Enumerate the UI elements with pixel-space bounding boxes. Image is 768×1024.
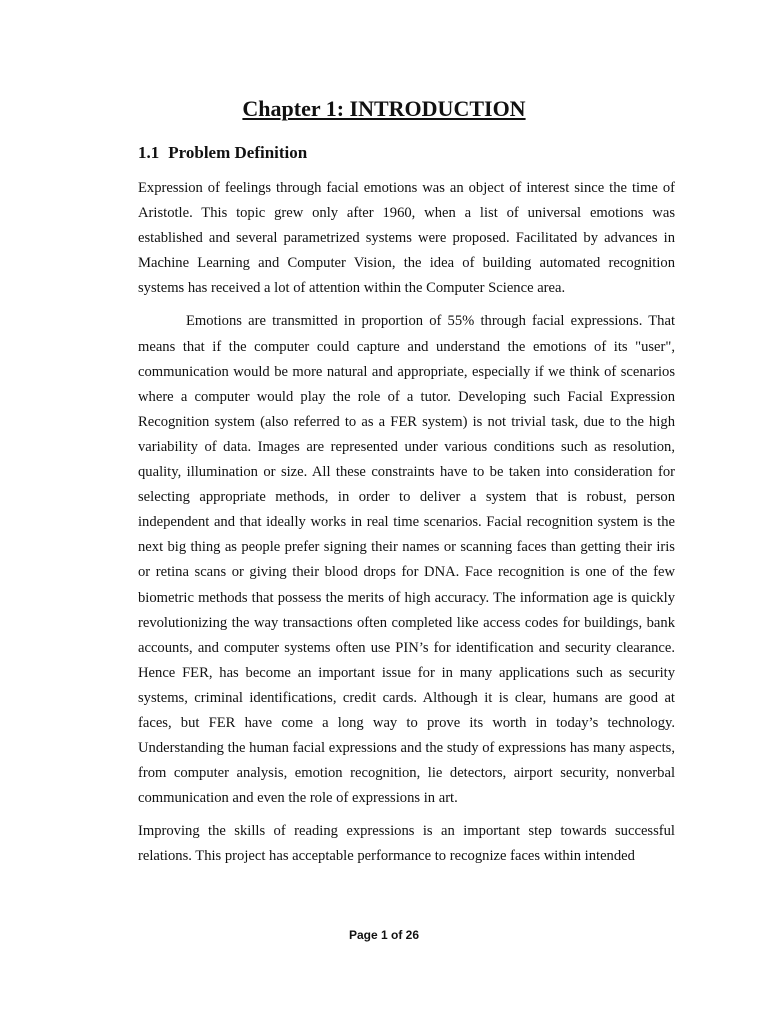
section-heading [138,141,307,165]
section-number: 1.1 [138,143,160,162]
paragraph-3: Improving the skills of reading expressions is an important step towards successful relations. This project has acceptable performance to recognize faces within intended [138,823,675,865]
paragraph-1: Expression of feelings through facial emotions was an object of interest since the time of Aristotle. This topic grew only after 1960, when a list of universal emotions was established and several parametrized systems were proposed. Facilitated by advances in Machine Learning and Computer Vision, the idea of building automated recognition systems has received a lot of attention within the Computer Science area. [138,180,675,297]
chapter-title: Chapter 1: INTRODUCTION [242,96,526,121]
paragraph-2: Emotions are transmitted in proportion of 55% through facial expressions. That means that if the computer could capture and understand the emotions of its "user", communication would be more natural and appropriate, especially if we think of scenarios where a computer would play the role of a tutor. Developing such Facial Expression Recognition system (also referred to as a FER system) is not trivial task, due to the high variability of data. Images are represented under various conditions such as resolution, quality, illumination or size. All these constraints have to be taken into consideration for selecting appropriate methods, in order to deliver a system that is robust, person independent and that ideally works in real time scenarios. Facial recognition system is the next big thing as people prefer signing their names or scanning faces than getting their iris or retina scans or giving their blood drops for DNA. Face recognition is one of the few biometric methods that possess the merits of high accuracy. The information age is quickly revolutionizing the way transactions often completed like access codes for buildings, bank accounts, and computer systems often use PIN’s for identification and security clearance. Hence FER, has become an important issue for in many applications such as security systems, criminal identifications, credit cards. Although it is clear, humans are good at faces, but FER have come a long way to prove its worth in today’s technology. Understanding the human facial expressions and the study of expressions has many aspects, from computer analysis, emotion recognition, lie detectors, airport security, nonverbal communication and even the role of expressions in art. [138,313,675,807]
body-text [138,176,675,870]
section-title: Problem Definition [168,143,308,162]
page-number-footer: Page 1 of 26 [348,928,420,942]
